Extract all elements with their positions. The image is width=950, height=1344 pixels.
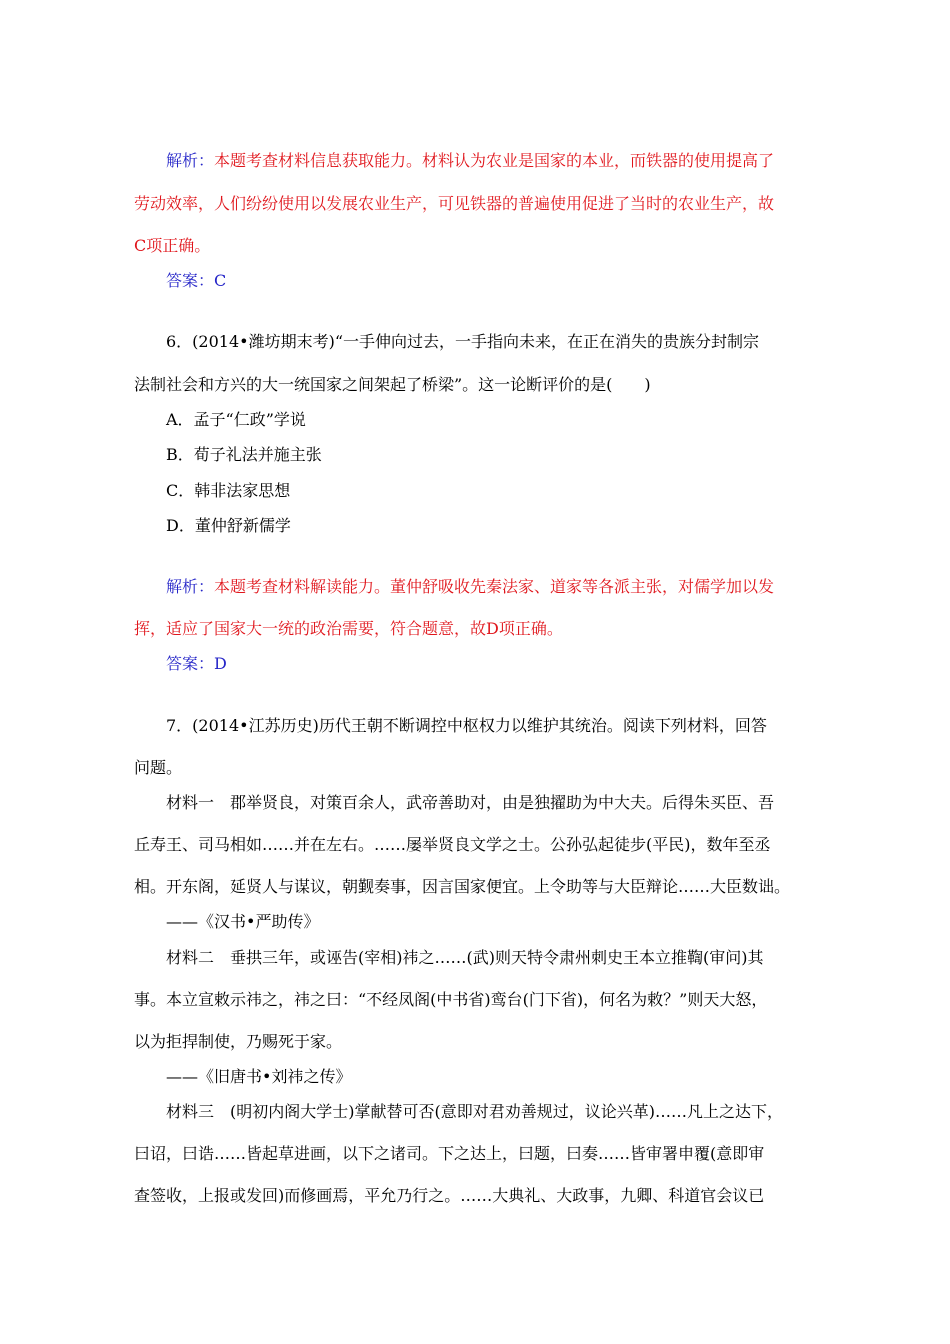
q6-option-c: C．韩非法家思想 — [166, 481, 291, 500]
q6-answer: 答案：D — [166, 654, 227, 673]
q6-analysis-label: 解析： — [166, 577, 215, 596]
q7-material2-line1: 材料二 垂拱三年，或诬告(宰相)祎之……(武)则天特令肃州刺史王本立推鞫(审问)其 — [166, 948, 764, 967]
q5-answer: 答案：C — [166, 271, 227, 290]
q6-analysis-line1 — [166, 576, 774, 598]
q7-material1-source: ——《汉书•严助传》 — [166, 912, 320, 931]
q5-analysis-line1 — [166, 150, 774, 172]
q6-analysis-line2: 挥，适应了国家大一统的政治需要，符合题意，故D项正确。 — [134, 619, 563, 638]
q6-option-b: B．荀子礼法并施主张 — [166, 445, 322, 464]
q6-option-d: D．董仲舒新儒学 — [166, 516, 291, 535]
q6-stem-line2: 法制社会和方兴的大一统国家之间架起了桥梁”。这一论断评价的是( ) — [134, 375, 651, 394]
q5-analysis-label: 解析： — [166, 151, 215, 170]
q7-material3-line3: 查签收，上报或发回)而修画焉，平允乃行之。……大典礼、大政事，九卿、科道官会议已 — [134, 1186, 765, 1205]
q7-material1-line1: 材料一 郡举贤良，对策百余人，武帝善助对，由是独擢助为中大夫。后得朱买臣、吾 — [166, 793, 775, 812]
q7-stem-line2: 问题。 — [134, 758, 183, 777]
q7-material1-line3: 相。开东阁，延贤人与谋议，朝觐奏事，因言国家便宜。上令助等与大臣辩论……大臣数诎。 — [134, 877, 791, 896]
q5-analysis-line3: C项正确。 — [134, 236, 211, 255]
q7-material3-line2: 曰诏，曰诰……皆起草进画，以下之诸司。下之达上，曰题，曰奏……皆审署申覆(意即审 — [134, 1144, 765, 1163]
q7-material1-line2: 丘寿王、司马相如……并在左右。……屡举贤良文学之士。公孙弘起徒步(平民)，数年至丞 — [134, 835, 771, 854]
q7-stem-line1: 7．(2014•江苏历史)历代王朝不断调控中枢权力以维护其统治。阅读下列材料，回答 — [166, 716, 767, 735]
q7-material2-line2: 事。本立宣敕示祎之，祎之曰：“不经凤阁(中书省)鸾台(门下省)，何名为敕？”则天大怒， — [134, 990, 768, 1009]
q6-analysis-text: 本题考查材料解读能力。董仲舒吸收先秦法家、道家等各派主张，对儒学加以发 — [214, 577, 775, 596]
q6-stem-line1: 6．(2014•潍坊期末考)“一手伸向过去，一手指向未来，在正在消失的贵族分封制宗 — [166, 332, 760, 351]
q6-option-a: A．孟子“仁政”学说 — [166, 410, 306, 429]
q5-analysis-line2: 劳动效率，人们纷纷使用以发展农业生产，可见铁器的普遍使用促进了当时的农业生产，故 — [134, 194, 775, 213]
q7-material2-source: ——《旧唐书•刘祎之传》 — [166, 1067, 352, 1086]
q7-material2-line3: 以为拒捍制使，乃赐死于家。 — [134, 1032, 343, 1051]
q5-analysis-text: 本题考查材料信息获取能力。材料认为农业是国家的本业，而铁器的使用提高了 — [214, 151, 775, 170]
q7-material3-line1: 材料三 (明初内阁大学士)掌献替可否(意即对君劝善规过，议论兴革)……凡上之达下， — [166, 1102, 783, 1121]
